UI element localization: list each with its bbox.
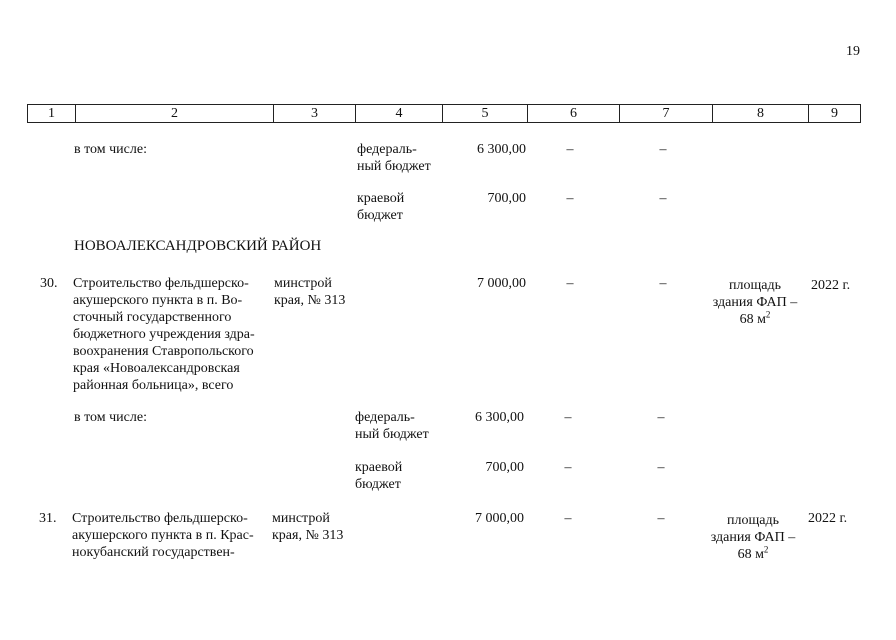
object-name-line: воохранения Ставропольского [73, 344, 254, 359]
col6-dash: – [566, 191, 574, 206]
object-name-line: районная больница», всего [73, 378, 234, 393]
including-label: в том числе: [74, 142, 147, 157]
col7-dash: – [657, 460, 665, 475]
result-unit-sup: 2 [765, 309, 771, 320]
funding-source-line: ный бюджет [357, 159, 431, 174]
executor-line: края, № 313 [272, 528, 344, 543]
result-unit-sup: 2 [763, 544, 769, 555]
header-col-9: 9 [808, 104, 861, 123]
col6-dash: – [564, 460, 572, 475]
row-number: 30. [40, 276, 58, 291]
amount-total: 7 000,00 [475, 511, 524, 526]
object-name-line: акушерского пункта в п. Во- [73, 293, 243, 308]
col7-dash: – [657, 511, 665, 526]
col7-dash: – [659, 276, 667, 291]
header-col-4: 4 [355, 104, 442, 123]
year: 2022 г. [811, 278, 851, 293]
funding-source-line: краевой [355, 460, 403, 475]
header-col-3: 3 [273, 104, 355, 123]
col7-dash: – [657, 410, 665, 425]
object-name-line: Строительство фельдшерско- [73, 276, 249, 291]
result-line: здания ФАП – [710, 530, 796, 545]
header-col-6: 6 [527, 104, 619, 123]
funding-source-federal [355, 409, 429, 443]
amount-total: 7 000,00 [477, 276, 526, 291]
page-number: 19 [846, 44, 860, 59]
executor [272, 510, 343, 544]
result-indicator [698, 512, 808, 563]
funding-source-regional [357, 190, 404, 224]
result-area: 68 м [739, 312, 766, 327]
header-col-8: 8 [712, 104, 808, 123]
funding-source-regional [355, 459, 402, 493]
result-line [700, 311, 810, 328]
funding-source-line: федераль- [357, 142, 417, 157]
object-name-line: Строительство фельдшерско- [72, 511, 248, 526]
result-line: здания ФАП – [712, 295, 798, 310]
header-col-1: 1 [27, 104, 75, 123]
col7-dash: – [659, 191, 667, 206]
object-name-line: сточный государственного [73, 310, 232, 325]
row-number: 31. [39, 511, 57, 526]
object-name [72, 510, 268, 561]
executor-line: минстрой [272, 511, 330, 526]
executor [274, 275, 345, 309]
amount-regional: 700,00 [487, 191, 526, 206]
executor-line: минстрой [274, 276, 332, 291]
header-col-5: 5 [442, 104, 527, 123]
col7-dash: – [659, 142, 667, 157]
funding-source-line: федераль- [355, 410, 415, 425]
funding-source-federal [357, 141, 431, 175]
including-label: в том числе: [74, 410, 147, 425]
object-name-line: бюджетного учреждения здра- [73, 327, 255, 342]
amount-federal: 6 300,00 [477, 142, 526, 157]
executor-line: края, № 313 [274, 293, 346, 308]
funding-source-line: краевой [357, 191, 405, 206]
result-indicator [700, 277, 810, 328]
object-name-line: акушерского пункта в п. Крас- [72, 528, 254, 543]
funding-source-line: бюджет [357, 208, 403, 223]
amount-regional: 700,00 [485, 460, 524, 475]
header-col-2: 2 [75, 104, 273, 123]
funding-source-line: бюджет [355, 477, 401, 492]
funding-source-line: ный бюджет [355, 427, 429, 442]
year: 2022 г. [808, 511, 848, 526]
object-name-line: края «Новоалександровская [73, 361, 240, 376]
result-area: 68 м [737, 547, 764, 562]
col6-dash: – [566, 142, 574, 157]
header-col-7: 7 [619, 104, 712, 123]
object-name [73, 275, 268, 394]
amount-federal: 6 300,00 [475, 410, 524, 425]
col6-dash: – [566, 276, 574, 291]
result-line [698, 546, 808, 563]
col6-dash: – [564, 511, 572, 526]
col6-dash: – [564, 410, 572, 425]
column-number-header [27, 104, 860, 122]
result-line: площадь [729, 278, 781, 293]
object-name-line: нокубанский государствен- [72, 545, 235, 560]
result-line: площадь [727, 513, 779, 528]
district-title: НОВОАЛЕКСАНДРОВСКИЙ РАЙОН [74, 238, 322, 254]
